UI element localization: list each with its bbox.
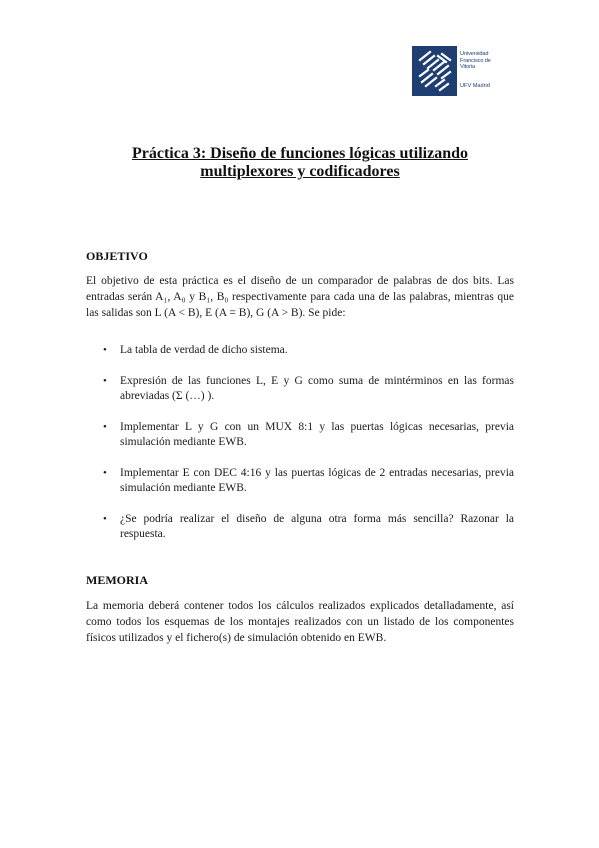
logo-line-2: Francisco de	[460, 57, 491, 64]
title-line-2: multiplexores y codificadores	[200, 163, 400, 180]
section-heading-memoria: MEMORIA	[86, 573, 148, 587]
logo-emblem-icon	[412, 46, 457, 96]
logo-campus: UFV Madrid	[460, 83, 490, 89]
logo-wordmark	[460, 51, 500, 71]
section-heading-objetivo: OBJETIVO	[86, 249, 148, 263]
requirements-list	[86, 343, 514, 558]
bullet-icon: •	[103, 513, 107, 525]
list-item: • Expresión de las funciones L, E y G como suma de mintérminos en las formas abreviadas (Σ (…) ).	[103, 375, 514, 402]
title-line-1: Práctica 3: Diseño de funciones lógicas utilizando	[132, 145, 468, 162]
bullet-icon: •	[103, 467, 107, 479]
bullet-icon: •	[103, 421, 107, 433]
list-item: • Implementar E con DEC 4:16 y las puertas lógicas de 2 entradas necesarias, previa simulación mediante EWB.	[103, 467, 514, 494]
list-item: • Implementar L y G con un MUX 8:1 y las puertas lógicas necesarias, previa simulación mediante EWB.	[103, 421, 514, 448]
document-title	[100, 145, 500, 181]
bullet-icon: •	[103, 375, 107, 387]
logo-line-3: Vitoria	[460, 64, 476, 71]
objetivo-paragraph: El objetivo de esta práctica es el diseño de un comparador de palabras de dos bits. Las entradas serán A₁, A₀ y B₁, B₀ respectivamente para cada una de las palabras, mientras que las salidas son L (A < B), E (A = B), G (A > B). Se pide:	[86, 275, 514, 319]
list-item: • La tabla de verdad de dicho sistema.	[103, 344, 288, 356]
memoria-paragraph: La memoria deberá contener todos los cálculos realizados explicados detalladamente, así como todos los esquemas de los montajes realizados con un listado de los componentes físicos utilizados y el fichero(s) de simulación obtenido en EWB.	[86, 600, 514, 644]
list-item: • ¿Se podría realizar el diseño de alguna otra forma más sencilla? Razonar la respuesta.	[103, 513, 514, 540]
bullet-icon: •	[103, 344, 107, 356]
logo-line-1: Universidad	[460, 51, 489, 57]
university-logo	[412, 46, 500, 96]
